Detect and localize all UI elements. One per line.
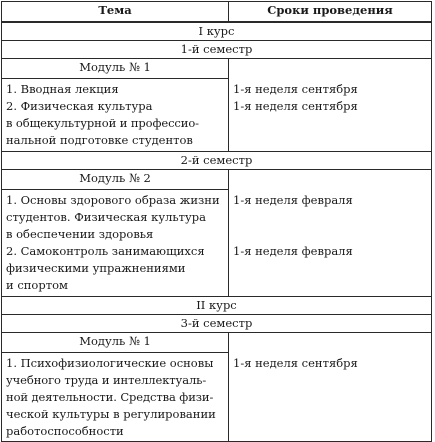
table-row <box>2 59 432 79</box>
table-row <box>2 333 432 353</box>
topic-line: физическими упражнениями <box>6 261 186 275</box>
topics-cell <box>2 353 229 442</box>
module-label: Модуль № 1 <box>2 333 229 353</box>
semester-row <box>2 315 432 333</box>
module-label: Модуль № 1 <box>2 59 229 79</box>
header-topic: Тема <box>2 2 229 23</box>
dates-cell <box>229 59 432 152</box>
topic-line: 2. Самоконтроль занимающихся <box>6 244 205 258</box>
module-label: Модуль № 2 <box>2 170 229 190</box>
course-2-label: II курс <box>2 297 432 315</box>
date-text: 1-я неделя сентября <box>233 82 358 96</box>
topic-line: и спортом <box>6 278 68 292</box>
semester-1-label: 1-й семестр <box>2 41 432 59</box>
course-row <box>2 22 432 41</box>
dates-cell <box>229 333 432 442</box>
topics-cell <box>2 79 229 152</box>
topic-line: 1. Вводная лекция <box>6 82 119 96</box>
semester-2-label: 2-й семестр <box>2 152 432 170</box>
course-row <box>2 297 432 315</box>
table-row <box>2 170 432 190</box>
date-text: 1-я неделя сентября <box>233 356 358 370</box>
course-1-label: I курс <box>2 22 432 41</box>
topic-line: 2. Физическая культура <box>6 99 153 113</box>
topic-line: студентов. Физическая культура <box>6 210 207 224</box>
topic-line: нальной подготовке студентов <box>6 133 193 147</box>
date-text: 1-я неделя сентября <box>233 99 358 113</box>
semester-row <box>2 41 432 59</box>
semester-3-label: 3-й семестр <box>2 315 432 333</box>
topic-line: 1. Основы здорового образа жизни <box>6 193 220 207</box>
header-dates: Сроки проведения <box>229 2 432 23</box>
topic-line: 1. Психофизиологические основы <box>6 356 214 370</box>
topic-line: в общекультурной и профессио- <box>6 116 199 130</box>
topics-cell <box>2 190 229 297</box>
table-header-row <box>2 2 432 23</box>
topic-line: учебного труда и интеллектуаль- <box>6 373 207 387</box>
topic-line: в обеспечении здоровья <box>6 227 154 241</box>
topic-line: работоспособности <box>6 424 124 438</box>
topic-line: ной деятельности. Средства физи- <box>6 390 214 404</box>
dates-cell <box>229 170 432 297</box>
date-text: 1-я неделя февраля <box>233 193 353 207</box>
schedule-table <box>1 1 432 442</box>
date-text: 1-я неделя февраля <box>233 244 353 258</box>
semester-row <box>2 152 432 170</box>
topic-line: ческой культуры в регулировании <box>6 407 216 421</box>
